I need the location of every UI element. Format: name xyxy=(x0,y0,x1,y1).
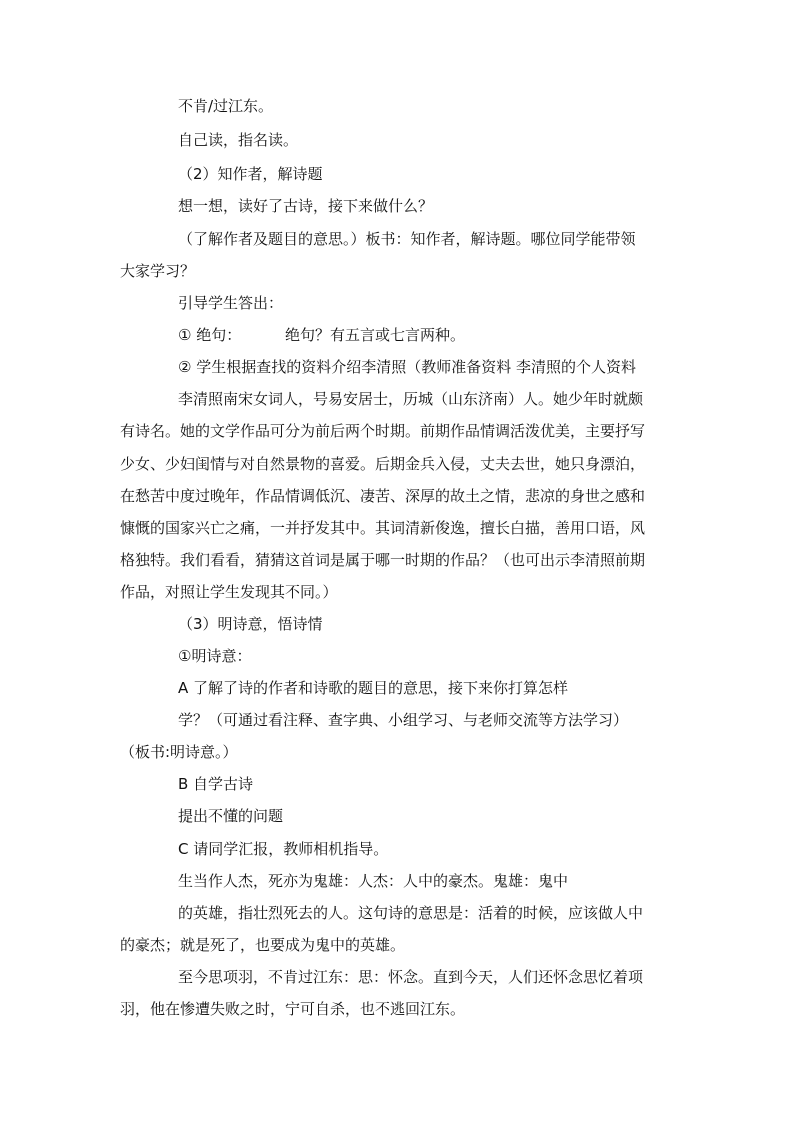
text-line: 大家学习？ xyxy=(120,262,196,280)
section-heading: （2）知作者，解诗题 xyxy=(178,165,323,183)
text-line: 格独特。我们看看，猜猜这首词是属于哪一时期的作品？（也可出示李清照前期 xyxy=(120,551,646,569)
text-line: 的英雄，指壮烈死去的人。这句诗的意思是：活着的时候，应该做人中 xyxy=(178,904,644,922)
text-line: A 了解了诗的作者和诗歌的题目的意思，接下来你打算怎样 xyxy=(178,679,569,697)
text-line: C 请同学汇报，教师相机指导。 xyxy=(178,840,389,858)
text-line: 慷慨的国家兴亡之痛，一并抒发其中。其词清新俊逸，擅长白描，善用口语，风 xyxy=(120,519,646,537)
list-item: ② 学生根据查找的资料介绍李清照（教师准备资料 李清照的个人资料 xyxy=(178,358,636,376)
text-line: 自己读，指名读。 xyxy=(178,131,299,149)
text-line: 在愁苦中度过晚年，作品情调低沉、凄苦、深厚的故土之情，悲凉的身世之感和 xyxy=(120,487,646,505)
list-item-label: ① 绝句： xyxy=(178,326,242,344)
text-line: 少女、少妇闺情与对自然景物的喜爱。后期金兵入侵，丈夫去世，她只身漂泊， xyxy=(120,455,646,473)
text-line: （板书:明诗意。） xyxy=(120,743,238,761)
text-line: 李清照南宋女词人，号易安居士，历城（山东济南）人。她少年时就颇 xyxy=(178,390,644,408)
text-line: 羽，他在惨遭失败之时，宁可自杀，也不逃回江东。 xyxy=(120,1000,466,1018)
text-line: 想一想，读好了古诗，接下来做什么？ xyxy=(178,197,434,215)
text-line: 至今思项羽，不肯过江东：思：怀念。直到今天，人们还怀念思忆着项 xyxy=(178,968,644,986)
list-item-text: 绝句？有五言或七言两种。 xyxy=(285,326,466,344)
text-line: 不肯/过江东。 xyxy=(178,97,274,115)
section-heading: （3）明诗意，悟诗情 xyxy=(178,615,323,633)
text-line: ①明诗意： xyxy=(178,647,252,665)
text-line: 学？（可通过看注释、查字典、小组学习、与老师交流等方法学习） xyxy=(178,711,629,729)
text-line: 作品，对照让学生发现其不同。） xyxy=(120,583,338,601)
text-line: 提出不懂的问题 xyxy=(178,807,284,825)
text-line: 生当作人杰，死亦为鬼雄：人杰：人中的豪杰。鬼雄：鬼中 xyxy=(178,872,569,890)
text-line: （了解作者及题目的意思。）板书：知作者，解诗题。哪位同学能带领 xyxy=(178,230,636,248)
text-line: 有诗名。她的文学作品可分为前后两个时期。前期作品情调活泼优美，主要抒写 xyxy=(120,422,646,440)
text-line: 引导学生答出： xyxy=(178,294,284,312)
text-line: 的豪杰；就是死了，也要成为鬼中的英雄。 xyxy=(120,936,406,954)
text-line: B 自学古诗 xyxy=(178,775,254,793)
